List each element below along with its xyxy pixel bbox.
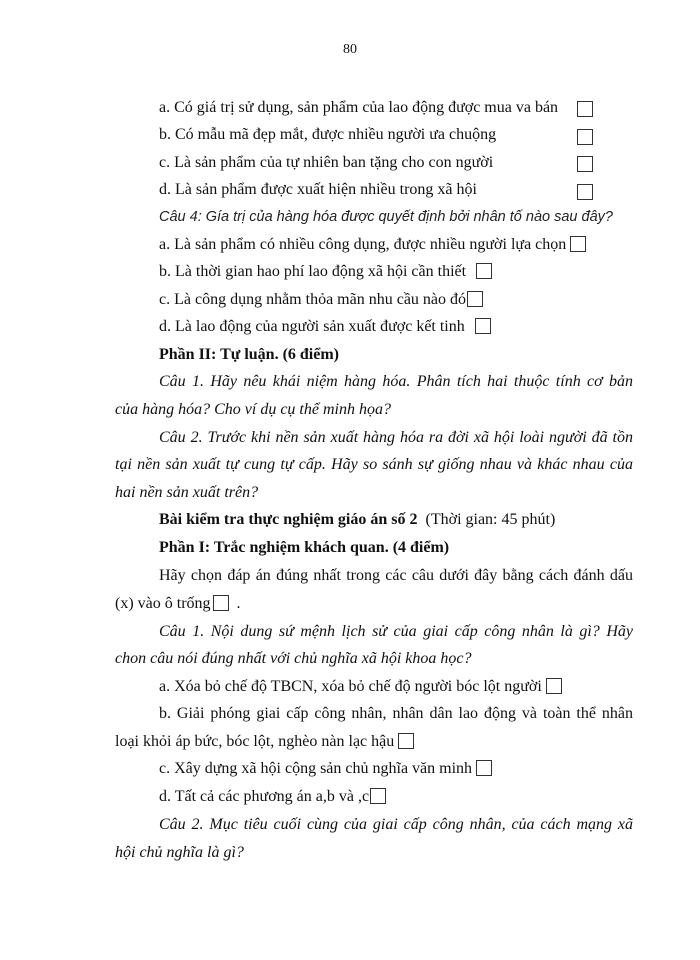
checkbox[interactable] [577, 101, 593, 117]
option-text: b. Là thời gian hao phí lao động xã hội cần thiết [159, 263, 467, 280]
option-text: d. Tất cả các phương án a,b và ,c [159, 788, 370, 805]
part2-q1-line1: Câu 1. Hãy nêu khái niệm hàng hóa. Phân tích hai thuộc tính cơ bản [159, 373, 633, 390]
q4-option-d [159, 317, 491, 337]
test2-q1-option-b-line1: b. Giải phóng giai cấp công nhân, nhân dân lao động và toàn thể nhân [159, 705, 633, 722]
checkbox[interactable] [570, 236, 586, 252]
test2-q1-option-d [159, 787, 386, 807]
q3-option-b: b. Có mẫu mã đẹp mắt, được nhiều người ưa chuộng [159, 126, 497, 143]
checkbox [213, 595, 229, 611]
instruction-line2 [115, 594, 241, 614]
test2-q1-option-c [159, 759, 492, 779]
q3-option-c: c. Là sản phẩm của tự nhiên ban tặng cho con người [159, 154, 494, 171]
test2-q1-option-a [159, 677, 562, 697]
option-text: a. Xóa bỏ chế độ TBCN, xóa bỏ chế độ người bóc lột người [159, 678, 542, 695]
q4-option-b [159, 262, 492, 282]
part2-q2-line1: Câu 2. Trước khi nền sản xuất hàng hóa ra đời xã hội loài người đã tồn [159, 429, 633, 446]
checkbox[interactable] [577, 184, 593, 200]
test2-duration: (Thời gian: 45 phút) [425, 511, 556, 528]
checkbox[interactable] [577, 129, 593, 145]
test2-q2-line1: Câu 2. Mục tiêu cuối cùng của giai cấp công nhân, của cách mạng xã [159, 816, 633, 833]
option-text: c. Là công dụng nhằm thỏa mãn nhu cầu nào đó [159, 291, 467, 308]
test2-title-line [159, 510, 555, 530]
part2-heading: Phần II: Tự luận. (6 điểm) [159, 346, 340, 363]
instruction-text: (x) vào ô trống [115, 595, 211, 612]
q3-option-a: a. Có giá trị sử dụng, sản phẩm của lao động được mua va bán [159, 99, 559, 116]
option-text: c. Xây dựng xã hội cộng sản chủ nghĩa văn minh [159, 760, 473, 777]
q4-option-a [159, 235, 586, 255]
option-text: loại khỏi áp bức, bóc lột, nghèo nàn lạc hậu [115, 733, 395, 750]
test2-title: Bài kiểm tra thực nghiệm giáo án số 2 [159, 511, 418, 528]
checkbox[interactable] [467, 291, 483, 307]
checkbox[interactable] [476, 760, 492, 776]
q3-option-d: d. Là sản phẩm được xuất hiện nhiều trong xã hội [159, 181, 477, 198]
checkbox[interactable] [370, 788, 386, 804]
checkbox[interactable] [577, 156, 593, 172]
part2-q2-line3: hai nền sản xuất trên? [115, 484, 259, 501]
checkbox[interactable] [546, 678, 562, 694]
instruction-end: . [236, 595, 241, 612]
page-number: 80 [343, 42, 357, 57]
q4-question: Câu 4: Gía trị của hàng hóa được quyết định bởi nhân tố nào sau đây? [159, 209, 613, 225]
q4-option-c [159, 290, 483, 310]
part2-q2-line2: tại nền sản xuất tự cung tự cấp. Hãy so sánh sự giống nhau và khác nhau của [115, 456, 633, 473]
instruction-line1: Hãy chọn đáp án đúng nhất trong các câu dưới đây bằng cách đánh dấu [159, 567, 633, 584]
part2-q1-line2: của hàng hóa? Cho ví dụ cụ thể minh họa? [115, 401, 391, 418]
checkbox[interactable] [476, 263, 492, 279]
option-text: d. Là lao động của người sản xuất được kết tinh [159, 318, 465, 335]
test2-q2-line2: hội chủ nghĩa là gì? [115, 844, 244, 861]
test2-q1-option-b-line2 [115, 732, 414, 752]
checkbox[interactable] [398, 733, 414, 749]
option-text: a. Là sản phẩm có nhiều công dụng, được nhiều người lựa chọn [159, 236, 567, 253]
test2-part1-heading: Phần I: Trắc nghiệm khách quan. (4 điểm) [159, 539, 450, 556]
test2-q1-line2: chon câu nói đúng nhất với chủ nghĩa xã hội khoa học? [115, 650, 472, 667]
checkbox[interactable] [475, 318, 491, 334]
test2-q1-line1: Câu 1. Nội dung sứ mệnh lịch sử của giai cấp công nhân là gì? Hãy [159, 623, 633, 640]
